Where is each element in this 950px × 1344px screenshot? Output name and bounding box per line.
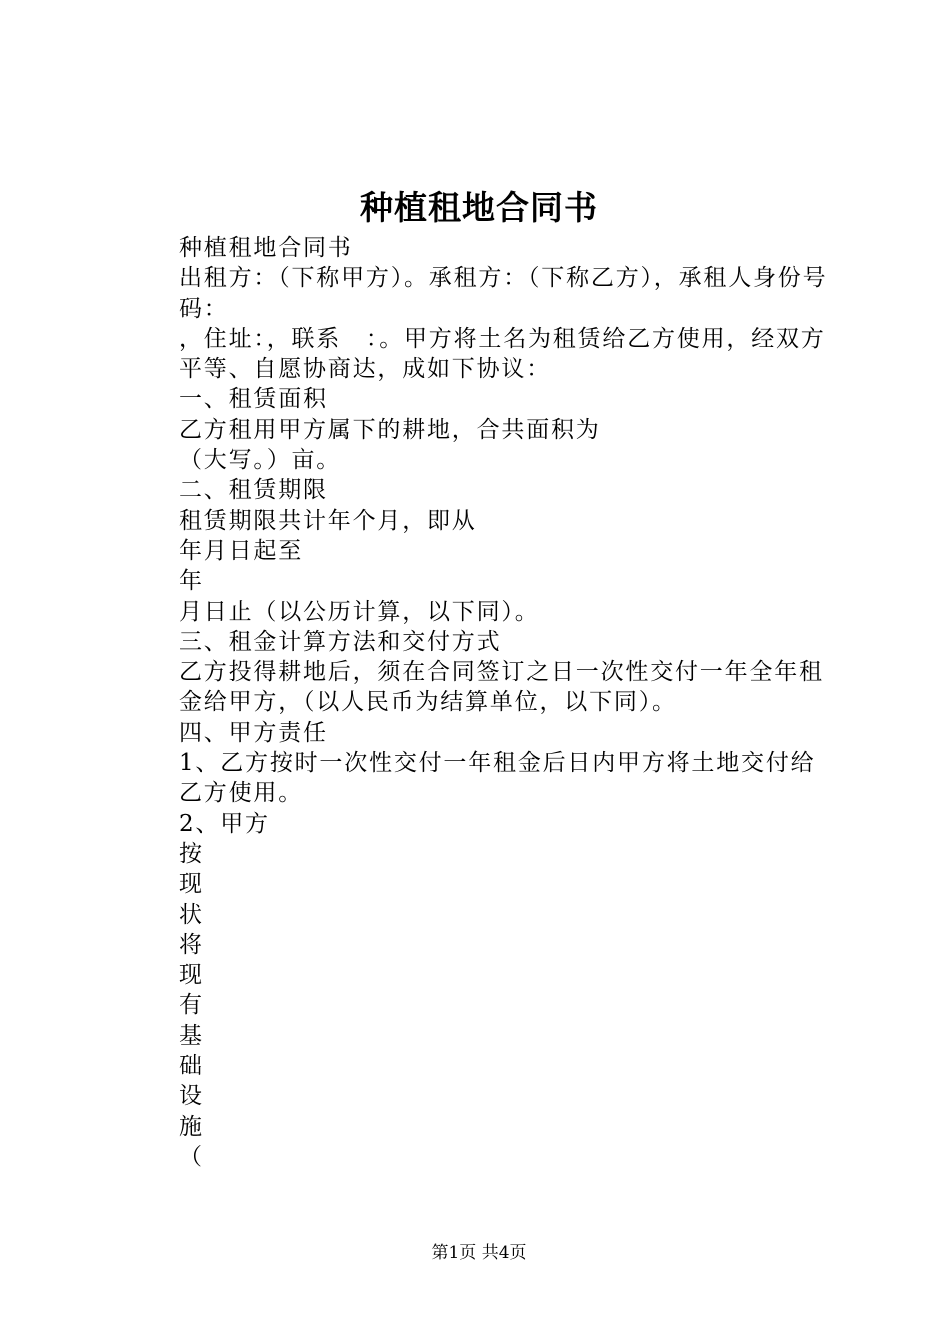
paragraph: 种植租地合同书: [179, 235, 353, 261]
paragraph: 乙方投得耕地后，须在合同签订之日一次性交付一年全年租金给甲方，（以人民币为结算单位，以下同）。: [179, 659, 824, 716]
paragraph: ，住址：，联系 ：。甲方将土名为租赁给乙方使用，经双方平等、自愿协商达，成如下协议：: [179, 325, 826, 383]
section-heading: 四、甲方责任: [179, 719, 328, 746]
section-heading: 一、租赁面积: [179, 386, 328, 413]
item-2-vertical-text: 按现状将现有基础设施（: [179, 840, 204, 1170]
page-footer: 第1页 共4页: [431, 1243, 527, 1263]
paragraph: 租赁期限共计年个月，即从: [179, 507, 477, 534]
paragraph: 年: [179, 568, 204, 595]
paragraph: 月日止（以公历计算，以下同）。: [179, 598, 540, 625]
document-body: [130, 233, 835, 1172]
paragraph: 1、乙方按时一次性交付一年租金后日内甲方将土地交付给乙方使用。: [179, 750, 816, 807]
item-2-label: 2、甲方: [179, 810, 270, 837]
section-heading: 二、租赁期限: [179, 477, 328, 504]
paragraph: 乙方租用甲方属下的耕地，合共面积为: [179, 416, 601, 443]
document-title: 种植租地合同书: [360, 188, 598, 227]
paragraph: 年月日起至: [179, 537, 303, 564]
section-heading: 三、租金计算方法和交付方式: [179, 628, 502, 655]
paragraph: 出租方：（下称甲方）。承租方：（下称乙方），承租人身份号码：: [179, 265, 828, 322]
paragraph: （大写。）亩。: [179, 447, 342, 474]
